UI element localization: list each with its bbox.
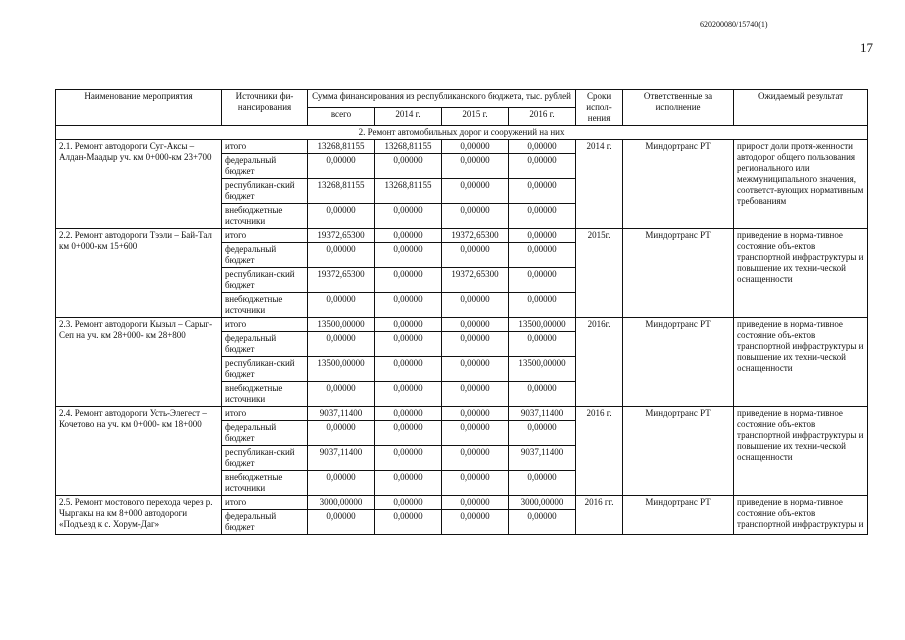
- total-cell: 13500,00000: [308, 318, 375, 332]
- table-row: [56, 140, 868, 154]
- total-cell: 19372,65300: [308, 229, 375, 243]
- item-name: 2.2. Ремонт автодороги Тээли – Бай-Тал км 0+000-км 15+600: [56, 229, 222, 318]
- y2015-cell: 0,00000: [442, 243, 509, 268]
- source-cell: итого: [222, 496, 308, 510]
- y2016-cell: 0,00000: [509, 204, 576, 229]
- y2015-cell: 0,00000: [442, 204, 509, 229]
- header-responsible: Ответственные за исполнение: [623, 90, 734, 126]
- source-cell: итого: [222, 229, 308, 243]
- source-cell: итого: [222, 407, 308, 421]
- table-row: [56, 318, 868, 332]
- item-name: 2.3. Ремонт автодороги Кызыл – Сарыг-Сеп на уч. км 28+000- км 28+800: [56, 318, 222, 407]
- source-cell: федеральный бюджет: [222, 421, 308, 446]
- y2015-cell: 0,00000: [442, 407, 509, 421]
- total-cell: 9037,11400: [308, 407, 375, 421]
- total-cell: 0,00000: [308, 293, 375, 318]
- y2016-cell: 0,00000: [509, 293, 576, 318]
- source-cell: внебюджетные источники: [222, 204, 308, 229]
- header-result: Ожидаемый результат: [734, 90, 868, 126]
- total-cell: 0,00000: [308, 243, 375, 268]
- responsible-cell: Миндортранс РТ: [623, 318, 734, 407]
- item-name: 2.1. Ремонт автодороги Суг-Аксы – Алдан-Маадыр уч. км 0+000-км 23+700: [56, 140, 222, 229]
- y2016-cell: 13500,00000: [509, 318, 576, 332]
- total-cell: 3000,00000: [308, 496, 375, 510]
- y2015-cell: 19372,65300: [442, 229, 509, 243]
- table-row: [56, 407, 868, 421]
- y2015-cell: 0,00000: [442, 446, 509, 471]
- y2014-cell: 0,00000: [375, 357, 442, 382]
- document-id: 620200080/15740(1): [700, 20, 768, 29]
- source-cell: федеральный бюджет: [222, 332, 308, 357]
- y2016-cell: 0,00000: [509, 471, 576, 496]
- y2015-cell: 0,00000: [442, 471, 509, 496]
- result-cell: приведение в норма-тивное состояние объ-ектов транспортной инфраструктуры и повышение их техни-ческой оснащенности: [734, 407, 868, 496]
- y2014-cell: 0,00000: [375, 268, 442, 293]
- y2016-cell: 0,00000: [509, 510, 576, 535]
- source-cell: федеральный бюджет: [222, 243, 308, 268]
- total-cell: 0,00000: [308, 332, 375, 357]
- y2016-cell: 9037,11400: [509, 446, 576, 471]
- y2014-cell: 0,00000: [375, 318, 442, 332]
- y2014-cell: 0,00000: [375, 446, 442, 471]
- responsible-cell: Миндортранс РТ: [623, 140, 734, 229]
- total-cell: 13500,00000: [308, 357, 375, 382]
- y2014-cell: 0,00000: [375, 382, 442, 407]
- y2015-cell: 0,00000: [442, 382, 509, 407]
- y2015-cell: 19372,65300: [442, 268, 509, 293]
- y2014-cell: 0,00000: [375, 407, 442, 421]
- total-cell: 0,00000: [308, 421, 375, 446]
- source-cell: внебюджетные источники: [222, 471, 308, 496]
- y2015-cell: 0,00000: [442, 357, 509, 382]
- y2016-cell: 0,00000: [509, 382, 576, 407]
- y2015-cell: 0,00000: [442, 179, 509, 204]
- y2016-cell: 0,00000: [509, 140, 576, 154]
- total-cell: 13268,81155: [308, 140, 375, 154]
- source-cell: республикан-ский бюджет: [222, 446, 308, 471]
- source-cell: внебюджетные источники: [222, 293, 308, 318]
- y2014-cell: 13268,81155: [375, 140, 442, 154]
- header-name: Наименование мероприятия: [56, 90, 222, 126]
- table-row: [56, 229, 868, 243]
- y2015-cell: 0,00000: [442, 154, 509, 179]
- source-cell: итого: [222, 318, 308, 332]
- y2016-cell: 0,00000: [509, 421, 576, 446]
- y2014-cell: 0,00000: [375, 229, 442, 243]
- result-cell: приведение в норма-тивное состояние объ-ектов транспортной инфраструктуры и: [734, 496, 868, 535]
- responsible-cell: Миндортранс РТ: [623, 229, 734, 318]
- y2014-cell: 0,00000: [375, 510, 442, 535]
- result-cell: прирост доли протя-женности автодорог общего пользования регионального или межмуниципального значения, соответст-вующих нормативным требованиям: [734, 140, 868, 229]
- header-terms: Сроки испол-нения: [576, 90, 623, 126]
- term-cell: 2014 г.: [576, 140, 623, 229]
- y2014-cell: 0,00000: [375, 496, 442, 510]
- y2014-cell: 0,00000: [375, 293, 442, 318]
- table-row: [56, 496, 868, 510]
- y2016-cell: 0,00000: [509, 332, 576, 357]
- responsible-cell: Миндортранс РТ: [623, 496, 734, 535]
- y2015-cell: 0,00000: [442, 496, 509, 510]
- result-cell: приведение в норма-тивное состояние объ-ектов транспортной инфраструктуры и повышение их техни-ческой оснащенности: [734, 229, 868, 318]
- section-title: 2. Ремонт автомобильных дорог и сооружений на них: [56, 126, 868, 140]
- financing-table: [55, 89, 868, 535]
- total-cell: 19372,65300: [308, 268, 375, 293]
- source-cell: внебюджетные источники: [222, 382, 308, 407]
- header-sum: Сумма финансирования из республиканского бюджета, тыс. рублей: [308, 90, 576, 108]
- source-cell: республикан-ский бюджет: [222, 268, 308, 293]
- term-cell: 2016 гг.: [576, 496, 623, 535]
- y2014-cell: 0,00000: [375, 204, 442, 229]
- header-total: всего: [308, 108, 375, 126]
- y2016-cell: 9037,11400: [509, 407, 576, 421]
- total-cell: 0,00000: [308, 204, 375, 229]
- y2014-cell: 0,00000: [375, 421, 442, 446]
- y2015-cell: 0,00000: [442, 510, 509, 535]
- header-2015: 2015 г.: [442, 108, 509, 126]
- header-2014: 2014 г.: [375, 108, 442, 126]
- y2015-cell: 0,00000: [442, 140, 509, 154]
- result-cell: приведение в норма-тивное состояние объ-ектов транспортной инфраструктуры и повышение их техни-ческой оснащенности: [734, 318, 868, 407]
- total-cell: 9037,11400: [308, 446, 375, 471]
- item-name: 2.5. Ремонт мостового перехода через р. Чыргакы на км 8+000 автодороги «Подъезд к с. Хорум-Даг»: [56, 496, 222, 535]
- header-2016: 2016 г.: [509, 108, 576, 126]
- y2014-cell: 0,00000: [375, 471, 442, 496]
- total-cell: 13268,81155: [308, 179, 375, 204]
- y2015-cell: 0,00000: [442, 318, 509, 332]
- y2014-cell: 0,00000: [375, 243, 442, 268]
- y2016-cell: 0,00000: [509, 243, 576, 268]
- y2016-cell: 13500,00000: [509, 357, 576, 382]
- source-cell: республикан-ский бюджет: [222, 357, 308, 382]
- y2016-cell: 0,00000: [509, 154, 576, 179]
- source-cell: республикан-ский бюджет: [222, 179, 308, 204]
- y2016-cell: 0,00000: [509, 268, 576, 293]
- term-cell: 2016 г.: [576, 407, 623, 496]
- term-cell: 2015г.: [576, 229, 623, 318]
- item-name: 2.4. Ремонт автодороги Усть-Элегест – Кочетово на уч. км 0+000- км 18+000: [56, 407, 222, 496]
- term-cell: 2016г.: [576, 318, 623, 407]
- y2015-cell: 0,00000: [442, 332, 509, 357]
- y2015-cell: 0,00000: [442, 293, 509, 318]
- y2014-cell: 0,00000: [375, 332, 442, 357]
- total-cell: 0,00000: [308, 471, 375, 496]
- page-number: 17: [860, 40, 873, 55]
- y2014-cell: 0,00000: [375, 154, 442, 179]
- y2016-cell: 0,00000: [509, 179, 576, 204]
- source-cell: итого: [222, 140, 308, 154]
- header-sources: Источники фи-нансирования: [222, 90, 308, 126]
- source-cell: федеральный бюджет: [222, 154, 308, 179]
- y2015-cell: 0,00000: [442, 421, 509, 446]
- total-cell: 0,00000: [308, 382, 375, 407]
- y2016-cell: 3000,00000: [509, 496, 576, 510]
- source-cell: федеральный бюджет: [222, 510, 308, 535]
- y2016-cell: 0,00000: [509, 229, 576, 243]
- responsible-cell: Миндортранс РТ: [623, 407, 734, 496]
- y2014-cell: 13268,81155: [375, 179, 442, 204]
- total-cell: 0,00000: [308, 154, 375, 179]
- total-cell: 0,00000: [308, 510, 375, 535]
